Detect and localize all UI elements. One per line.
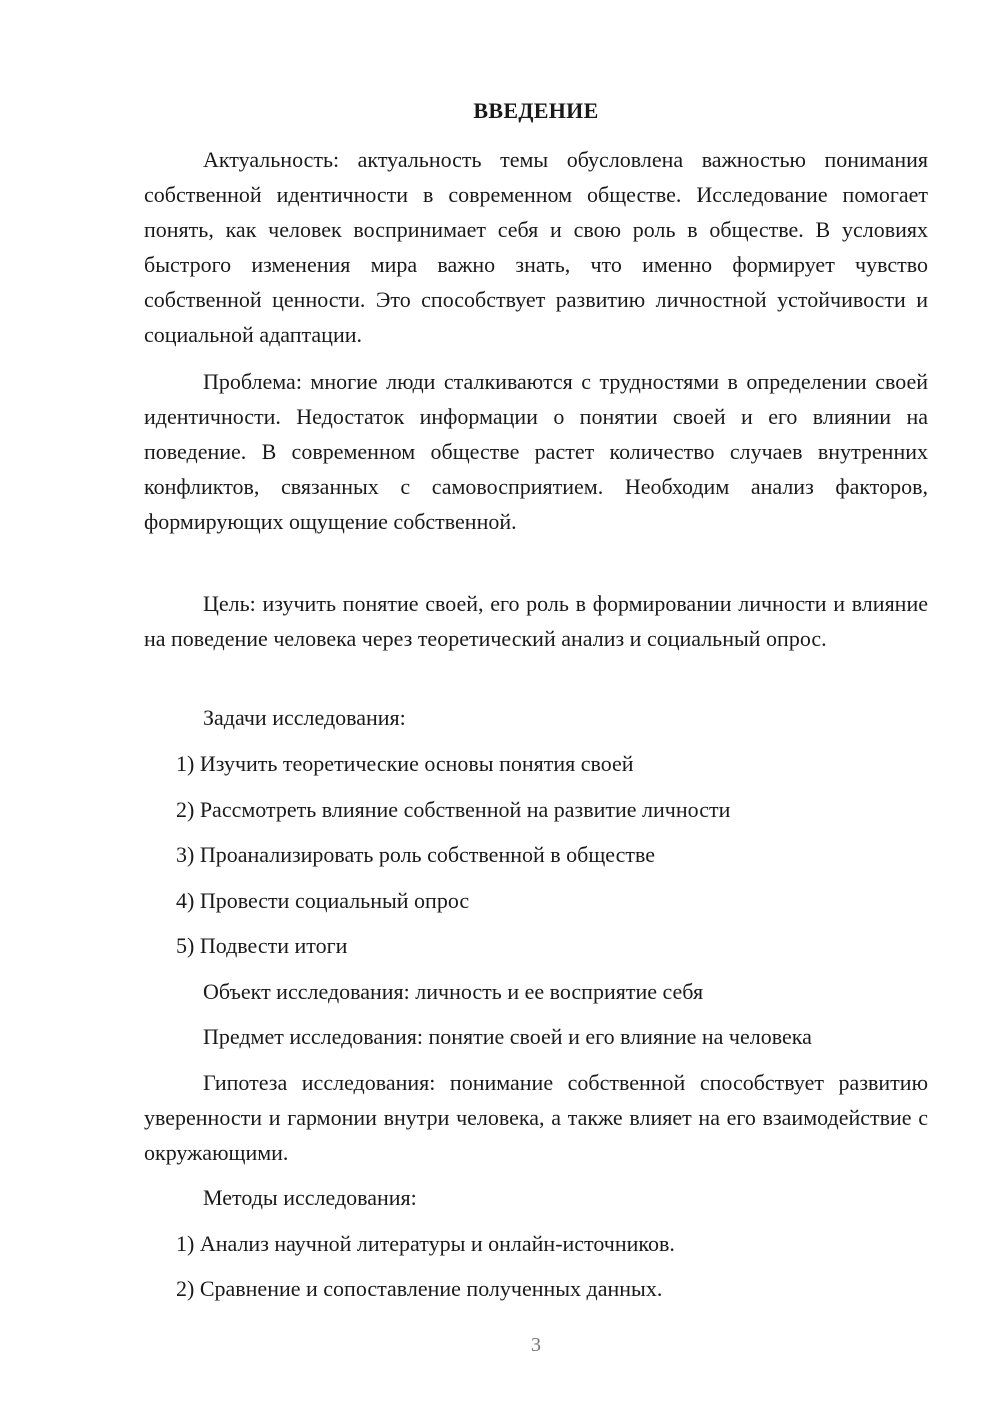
subject-line: Предмет исследования: понятие своей и его влияние на человека (203, 1024, 812, 1049)
tasks-heading: Задачи исследования: (203, 705, 406, 730)
method-item: 1) Анализ научной литературы и онлайн-источников. (176, 1231, 675, 1256)
relevance-paragraph: Актуальность: актуальность темы обусловлена важностью понимания собственной идентичности в современном обществе. Исследование помогает понять, как человек воспринимает себя и свою роль в обществе. В условиях быстрого изменения мира важно знать, что именно формирует чувство собственной ценности. Это способствует развитию личностной устойчивости и социальной адаптации. (144, 147, 928, 347)
methods-heading: Методы исследования: (203, 1185, 417, 1210)
goal-paragraph: Цель: изучить понятие своей, его роль в формировании личности и влияние на поведение человека через теоретический анализ и социальный опрос. (144, 591, 928, 651)
section-heading: ВВЕДЕНИЕ (473, 98, 599, 123)
task-item: 2) Рассмотреть влияние собственной на развитие личности (176, 797, 731, 822)
task-item: 4) Провести социальный опрос (176, 888, 470, 913)
object-line: Объект исследования: личность и ее восприятие себя (203, 979, 704, 1004)
task-item: 5) Подвести итоги (176, 933, 348, 958)
problem-paragraph: Проблема: многие люди сталкиваются с трудностями в определении своей идентичности. Недостаток информации о понятии своей и его влиянии на поведение. В современном обществе растет количество случаев внутренних конфликтов, связанных с самовосприятием. Необходим анализ факторов, формирующих ощущение собственной. (144, 369, 928, 534)
task-item: 3) Проанализировать роль собственной в обществе (176, 842, 656, 867)
method-item: 2) Сравнение и сопоставление полученных данных. (176, 1276, 663, 1301)
task-item: 1) Изучить теоретические основы понятия своей (176, 751, 634, 776)
hypothesis-paragraph: Гипотеза исследования: понимание собственной способствует развитию уверенности и гармонии внутри человека, а также влияет на его взаимодействие с окружающими. (144, 1070, 928, 1165)
page-number: 3 (531, 1334, 541, 1356)
